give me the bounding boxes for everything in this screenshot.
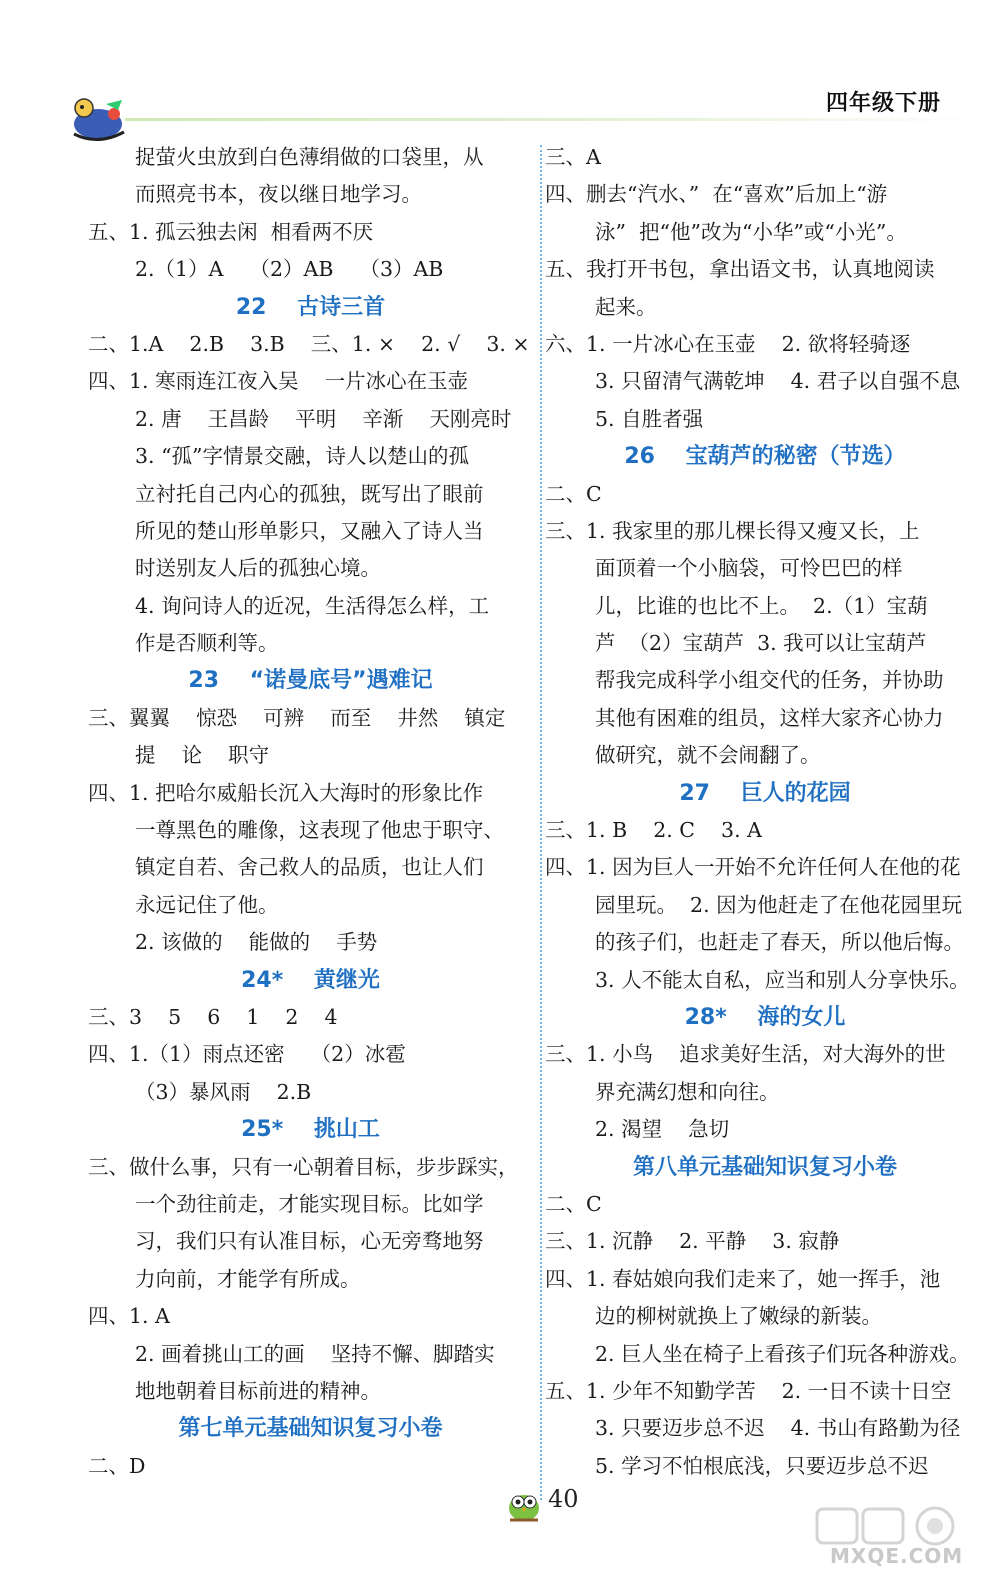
answer-line: 园里玩。 2. 因为他赶走了在他花园里玩 xyxy=(595,892,963,917)
answer-line: 2. 渴望 急切 xyxy=(595,1117,730,1142)
answer-line: 2. 该做的 能做的 手势 xyxy=(135,930,378,955)
left-column xyxy=(88,139,533,1485)
answer-line: 三、翼翼 惊恐 可辨 而至 井然 镇定 xyxy=(88,705,506,730)
answer-line: 其他有困难的组员，这样大家齐心协力 xyxy=(595,705,944,730)
answer-line: 3. “孤”字情景交融，诗人以楚山的孤 xyxy=(135,444,470,469)
answer-line: 帮我完成科学小组交代的任务，并协助 xyxy=(595,668,944,693)
answer-line: 二、C xyxy=(545,1191,602,1216)
answer-line: 做研究，就不会闹翻了。 xyxy=(595,743,821,768)
page-number: 40 xyxy=(548,1485,579,1513)
answer-line: 2.（1）A （2）AB （3）AB xyxy=(135,257,444,282)
section-heading: 25* 挑山工 xyxy=(241,1117,380,1143)
answer-line: 二、1.A 2.B 3.B 三、1. × 2. √ 3. × xyxy=(88,331,530,356)
answer-line: 边的柳树就换上了嫩绿的新装。 xyxy=(595,1304,882,1329)
answer-line: 三、1. B 2. C 3. A xyxy=(545,818,762,843)
answer-line: 五、1. 孤云独去闲 相看两不厌 xyxy=(88,219,374,244)
answer-line: 地地朝着目标前进的精神。 xyxy=(135,1378,381,1403)
answer-line: 立衬托自己内心的孤独，既写出了眼前 xyxy=(135,481,484,506)
grade-label: 四年级下册 xyxy=(826,91,942,116)
answer-line: 二、C xyxy=(545,481,602,506)
answer-line: 4. 询问诗人的近况，生活得怎么样，工 xyxy=(135,593,490,618)
answer-line: 四、删去“汽水、” 在“喜欢”后加上“游 xyxy=(545,182,888,207)
answer-line: 六、1. 一片冰心在玉壶 2. 欲将轻骑逐 xyxy=(545,331,911,356)
answer-line: 时送别友人后的孤独心境。 xyxy=(135,556,381,581)
answer-line: 习，我们只有认准目标，心无旁骛地努 xyxy=(135,1229,484,1254)
answer-line: 三、1. 我家里的那儿棵长得又瘦又长，上 xyxy=(545,518,920,543)
answer-line: 而照亮书本，夜以继日地学习。 xyxy=(135,182,422,207)
section-heading: 26 宝葫芦的秘密（节选） xyxy=(624,444,906,470)
answer-line: 3. 只要迈步总不迟 4. 书山有路勤为径 xyxy=(595,1416,961,1441)
answer-line: 四、1.（1）雨点还密 （2）冰雹 xyxy=(88,1042,406,1067)
watermark-text: MXQE.COM xyxy=(830,1544,964,1568)
answer-line: 面顶着一个小脑袋，可怜巴巴的样 xyxy=(595,556,903,581)
answer-line: 五、1. 少年不知勤学苦 2. 一日不读十日空 xyxy=(545,1378,952,1403)
answer-line: 5. 自胜者强 xyxy=(595,406,704,431)
header-rule xyxy=(125,118,985,121)
answer-line: 一尊黑色的雕像，这表现了他忠于职守、 xyxy=(135,818,504,843)
section-heading: 24* 黄继光 xyxy=(241,967,380,993)
section-heading: 27 巨人的花园 xyxy=(679,780,851,806)
answer-line: 四、1. 寒雨连江夜入吴 一片冰心在玉壶 xyxy=(88,369,469,394)
answer-line: 2. 唐 王昌龄 平明 辛渐 天刚亮时 xyxy=(135,406,512,431)
section-heading: 第八单元基础知识复习小卷 xyxy=(632,1154,897,1180)
section-heading: 第七单元基础知识复习小卷 xyxy=(178,1416,443,1442)
section-heading: 22 古诗三首 xyxy=(235,294,386,320)
answer-line: 二、D xyxy=(88,1453,146,1478)
answer-line: 儿，比谁的也比不上。 2.（1）宝葫 xyxy=(595,593,928,618)
column-divider xyxy=(540,145,542,1500)
answer-line: 四、1. 把哈尔威船长沉入大海时的形象比作 xyxy=(88,780,484,805)
answer-line: 作是否顺利等。 xyxy=(135,631,279,656)
answer-line: 力向前，才能学有所成。 xyxy=(135,1266,361,1291)
answer-line: 界充满幻想和向往。 xyxy=(595,1079,780,1104)
answer-line: 三、做什么事，只有一心朝着目标，步步踩实， xyxy=(88,1154,519,1179)
right-column xyxy=(545,139,985,1485)
answer-line: 3. 人不能太自私，应当和别人分享快乐。 xyxy=(595,967,970,992)
answer-line: 2. 画着挑山工的画 坚持不懈、脚踏实 xyxy=(135,1341,495,1366)
answer-line: 四、1. A xyxy=(88,1304,170,1329)
answer-line: 芦 （2）宝葫芦 3. 我可以让宝葫芦 xyxy=(595,631,927,656)
section-heading: 23 “诺曼底号”遇难记 xyxy=(188,668,433,694)
answer-line: 提 论 职守 xyxy=(135,743,270,768)
answer-line: 5. 学习不怕根底浅，只要迈步总不迟 xyxy=(595,1453,929,1478)
answer-line: 3. 只留清气满乾坤 4. 君子以自强不息 xyxy=(595,369,961,394)
answer-line: 的孩子们，也赶走了春天，所以他后悔。 xyxy=(595,930,964,955)
answer-line: 四、1. 春姑娘向我们走来了，她一挥手，池 xyxy=(545,1266,941,1291)
answer-line: 永远记住了他。 xyxy=(135,892,279,917)
answer-line: 三、A xyxy=(545,145,601,169)
owl-mascot-icon xyxy=(502,1484,546,1524)
answer-line: 三、3 5 6 1 2 4 xyxy=(88,1004,338,1029)
answer-line: 五、我打开书包，拿出语文书，认真地阅读 xyxy=(545,257,935,282)
answer-line: （3）暴风雨 2.B xyxy=(135,1079,312,1104)
answer-line: 三、1. 小鸟 追求美好生活，对大海外的世 xyxy=(545,1042,946,1067)
answer-line: 一个劲往前走，才能实现目标。比如学 xyxy=(135,1191,484,1216)
answer-line: 三、1. 沉静 2. 平静 3. 寂静 xyxy=(545,1229,840,1254)
answer-line: 四、1. 因为巨人一开始不允许任何人在他的花 xyxy=(545,855,961,880)
answer-line: 2. 巨人坐在椅子上看孩子们玩各种游戏。 xyxy=(595,1341,970,1366)
answer-line: 捉萤火虫放到白色薄绢做的口袋里，从 xyxy=(135,145,484,169)
answer-line: 起来。 xyxy=(595,294,657,319)
answer-line: 所见的楚山形单影只，又融入了诗人当 xyxy=(135,518,484,543)
answer-line: 镇定自若、舍己救人的品质，也让人们 xyxy=(135,855,484,880)
answer-line: 泳” 把“他”改为“小华”或“小光”。 xyxy=(595,219,907,244)
section-heading: 28* 海的女儿 xyxy=(684,1004,846,1030)
